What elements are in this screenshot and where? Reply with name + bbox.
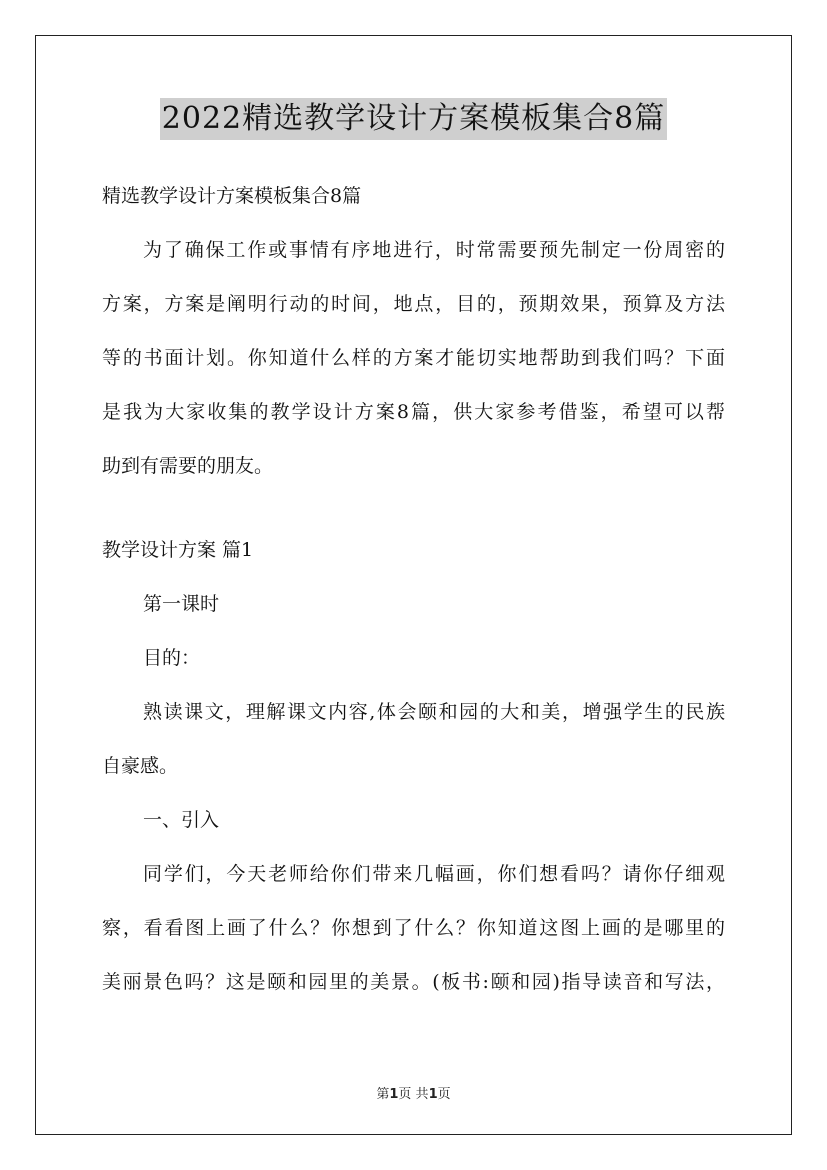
- step-line: 察，看看图上画了什么？你想到了什么？你知道这图上画的是哪里的: [102, 917, 725, 939]
- page-footer: [0, 1083, 827, 1102]
- lesson-label: 第一课时: [143, 593, 220, 615]
- intro-line: 助到有需要的朋友。: [102, 455, 274, 477]
- subtitle: 精选教学设计方案模板集合8篇: [102, 185, 362, 207]
- intro-line: 方案，方案是阐明行动的时间，地点，目的，预期效果，预算及方法: [102, 293, 725, 315]
- document-title: 2022精选教学设计方案模板集合8篇: [160, 98, 667, 140]
- intro-line: 等的书面计划。你知道什么样的方案才能切实地帮助到我们吗？下面: [102, 347, 725, 369]
- footer-mid: 页 共: [398, 1087, 429, 1102]
- step-line: 同学们，今天老师给你们带来几幅画，你们想看吗？请你仔细观: [143, 863, 725, 885]
- footer-prefix: 第: [376, 1087, 390, 1102]
- document-body: [102, 172, 725, 1012]
- intro-line: 是我为大家收集的教学设计方案8篇，供大家参考借鉴，希望可以帮: [102, 401, 725, 423]
- title-container: [0, 98, 827, 140]
- objective-label: 目的：: [143, 647, 201, 669]
- section-heading: 教学设计方案 篇1: [102, 539, 254, 561]
- footer-suffix: 页: [437, 1087, 451, 1102]
- footer-page-total: 1: [428, 1087, 438, 1102]
- step-line: 美丽景色吗？这是颐和园里的美景。(板书:颐和园)指导读音和写法，: [102, 971, 725, 993]
- objective-line: 熟读课文，理解课文内容,体会颐和园的大和美，增强学生的民族: [143, 701, 725, 723]
- objective-line: 自豪感。: [102, 755, 179, 777]
- section-gap: [102, 496, 725, 526]
- footer-page-number: 1: [389, 1087, 399, 1102]
- step-heading: 一、引入: [143, 809, 220, 831]
- intro-line: 为了确保工作或事情有序地进行，时常需要预先制定一份周密的: [143, 239, 725, 261]
